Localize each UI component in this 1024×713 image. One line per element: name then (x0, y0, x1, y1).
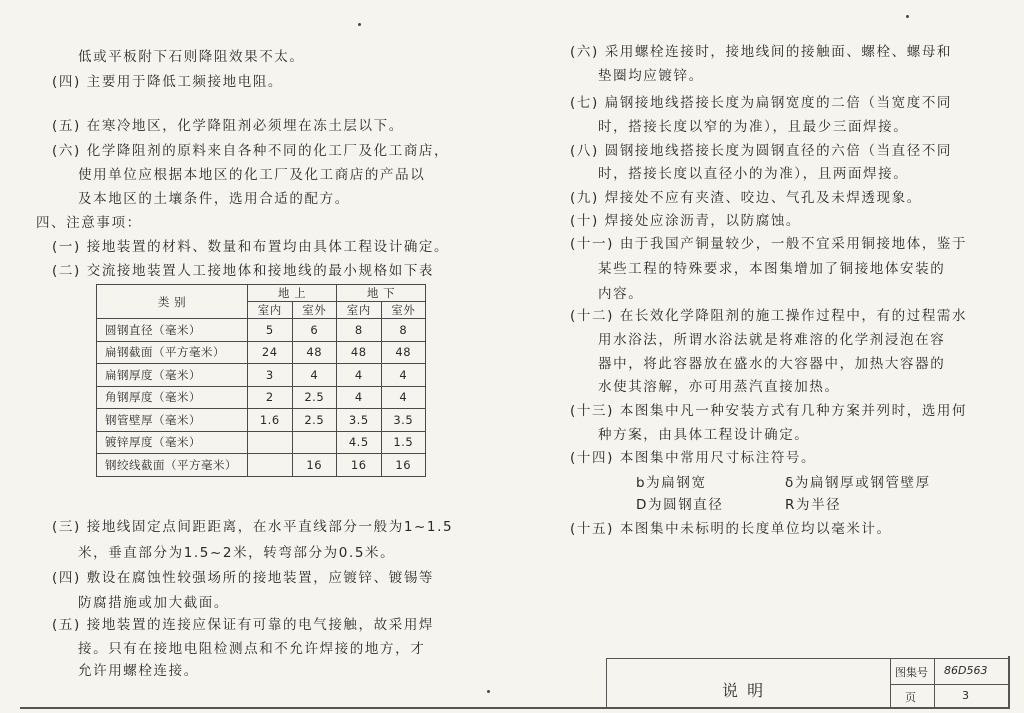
table-header-underground: 地 下 (337, 285, 426, 302)
table-header-row (97, 285, 426, 302)
table-cell-category: 圆钢直径（毫米） (97, 319, 248, 342)
left-line: (二) 交流接地装置人工接地体和接地线的最小规格如下表 (52, 263, 435, 279)
table-subheader: 室外 (292, 302, 337, 319)
left-line: 防腐措施或加大截面。 (78, 595, 229, 611)
page-border-bottom (20, 707, 1010, 709)
table-cell: 4 (337, 386, 382, 409)
right-line: 垫圈均应镀锌。 (598, 68, 704, 84)
min-size-table (96, 284, 426, 477)
right-line: 用水浴法，所谓水浴法就是将难溶的化学剂浸泡在容 (598, 332, 946, 348)
symbol-note: R为半径 (785, 497, 842, 513)
right-line: (十) 焊接处应涂沥青，以防腐蚀。 (570, 213, 802, 229)
table-cell: 4 (337, 364, 382, 387)
table-cell: 4 (381, 364, 426, 387)
right-line: 时，搭接长度以窄的为准），且最少三面焊接。 (598, 119, 909, 135)
scan-dot (906, 15, 909, 18)
left-line: 接。只有在接地电阻检测点和不允许焊接的地方，才 (78, 641, 426, 657)
right-line: 水使其溶解，亦可用蒸汽直接加热。 (598, 379, 840, 395)
table-cell: 6 (292, 319, 337, 342)
table-cell-category: 镀锌厚度（毫米） (97, 431, 248, 454)
title-block-row-divider (890, 684, 1009, 685)
table-row (97, 364, 426, 387)
right-line: 时，搭接长度以直径小的为准），且两面焊接。 (598, 166, 909, 182)
page-border-right (1008, 656, 1010, 709)
left-line: 使用单位应根据本地区的化工厂及化工商店的产品以 (78, 167, 426, 183)
right-line: (十二) 在长效化学降阻剂的施工操作过程中，有的过程需水 (570, 308, 968, 324)
table-cell: 2 (248, 386, 293, 409)
right-line: 内容。 (598, 286, 644, 302)
table-header-category: 类 别 (97, 285, 248, 319)
right-line: (十四) 本图集中常用尺寸标注符号。 (570, 450, 817, 466)
page-label: 页 (905, 691, 916, 704)
left-line: (五) 在寒冷地区，化学降阻剂必须埋在冻土层以下。 (52, 118, 404, 134)
table-row (97, 319, 426, 342)
table-cell: 2.5 (292, 386, 337, 409)
drawing-title: 说 明 (722, 681, 766, 700)
table-cell: 48 (292, 341, 337, 364)
table-cell: 1.5 (381, 431, 426, 454)
right-line: (十五) 本图集中未标明的长度单位均以毫米计。 (570, 521, 892, 537)
table-cell: 8 (381, 319, 426, 342)
table-row (97, 409, 426, 432)
table-row (97, 454, 426, 477)
title-block-top (606, 658, 1009, 659)
table-cell: 4 (381, 386, 426, 409)
title-block-divider (890, 658, 891, 708)
right-line: (六) 采用螺栓连接时，接地线间的接触面、螺栓、螺母和 (570, 44, 953, 60)
table-cell: 4.5 (337, 431, 382, 454)
table-cell (248, 431, 293, 454)
table-cell: 3.5 (381, 409, 426, 432)
left-line: 允许用螺栓连接。 (78, 663, 199, 679)
right-line: (十三) 本图集中凡一种安装方式有几种方案并列时，选用何 (570, 403, 968, 419)
table-cell (248, 454, 293, 477)
left-line: (一) 接地装置的材料、数量和布置均由具体工程设计确定。 (52, 239, 450, 255)
table-row (97, 386, 426, 409)
table-cell: 8 (337, 319, 382, 342)
table-cell-category: 钢管壁厚（毫米） (97, 409, 248, 432)
title-block-left (606, 658, 607, 708)
left-line: (五) 接地装置的连接应保证有可靠的电气接触，故采用焊 (52, 617, 435, 633)
table-cell: 16 (381, 454, 426, 477)
symbol-note: δ为扁钢厚或钢管壁厚 (785, 475, 931, 491)
left-line: 米，垂直部分为1.5~2米，转弯部分为0.5米。 (78, 545, 396, 561)
right-line: 某些工程的特殊要求，本图集增加了铜接地体安装的 (598, 261, 946, 277)
table-cell-category: 扁钢厚度（毫米） (97, 364, 248, 387)
left-line: 及本地区的土壤条件，选用合适的配方。 (78, 191, 350, 207)
left-line: (六) 化学降阻剂的原料来自各种不同的化工厂及化工商店， (52, 143, 450, 159)
table-cell-category: 扁钢截面（平方毫米） (97, 341, 248, 364)
left-line: 低或平板附下石则降阻效果不太。 (78, 49, 305, 65)
table-subheader: 室内 (248, 302, 293, 319)
table-cell: 3 (248, 364, 293, 387)
table-header-above-ground: 地 上 (248, 285, 337, 302)
right-line: (八) 圆钢接地线搭接长度为圆钢直径的六倍（当直径不同 (570, 143, 953, 159)
table-cell: 1.6 (248, 409, 293, 432)
table-cell: 2.5 (292, 409, 337, 432)
table-cell-category: 角钢厚度（毫米） (97, 386, 248, 409)
title-block-divider (934, 658, 935, 708)
section-heading: 四、注意事项： (36, 215, 142, 231)
right-line: 种方案，由具体工程设计确定。 (598, 427, 810, 443)
left-line: (四) 敷设在腐蚀性较强场所的接地装置，应镀锌、镀锡等 (52, 570, 435, 586)
scan-dot (358, 23, 361, 26)
symbol-note: D为圆钢直径 (636, 497, 724, 513)
table-row (97, 431, 426, 454)
table-cell: 3.5 (337, 409, 382, 432)
table-cell-category: 钢绞线截面（平方毫米） (97, 454, 248, 477)
atlas-number-value: 86D563 (944, 664, 988, 677)
left-line: (四) 主要用于降低工频接地电阻。 (52, 74, 284, 90)
table-subheader: 室内 (337, 302, 382, 319)
table-cell: 16 (337, 454, 382, 477)
right-line: (七) 扁钢接地线搭接长度为扁钢宽度的二倍（当宽度不同 (570, 95, 953, 111)
symbol-note: b为扁钢宽 (636, 475, 707, 491)
table-cell: 48 (381, 341, 426, 364)
left-line: (三) 接地线固定点间距距离，在水平直线部分一般为1~1.5 (52, 519, 454, 535)
table-cell: 5 (248, 319, 293, 342)
table-cell: 24 (248, 341, 293, 364)
table-cell: 4 (292, 364, 337, 387)
right-line: (十一) 由于我国产铜量较少，一般不宜采用铜接地体，鉴于 (570, 236, 968, 252)
right-line: 器中，将此容器放在盛水的大容器中，加热大容器的 (598, 356, 946, 372)
page-number: 3 (962, 689, 969, 702)
table-cell: 48 (337, 341, 382, 364)
right-line: (九) 焊接处不应有夹渣、咬边、气孔及未焊透现象。 (570, 190, 922, 206)
atlas-number-label: 图集号 (895, 666, 928, 679)
table-cell (292, 431, 337, 454)
table-cell: 16 (292, 454, 337, 477)
table-row (97, 341, 426, 364)
table-subheader: 室外 (381, 302, 426, 319)
scan-dot (487, 690, 490, 693)
